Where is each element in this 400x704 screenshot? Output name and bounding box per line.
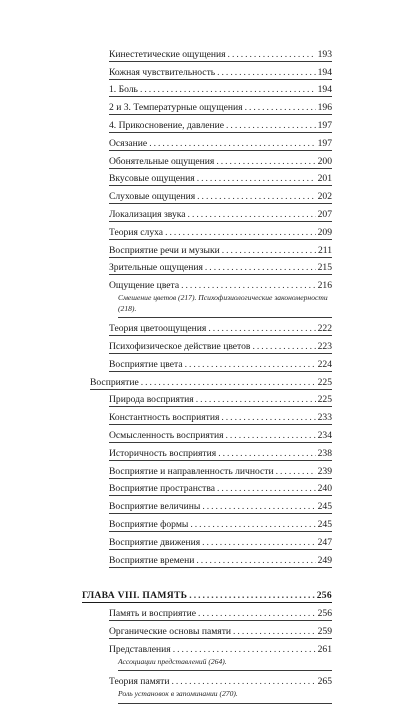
toc-subtopics-note: Роль установок в запоминании (270).: [118, 688, 332, 704]
toc-entry: [109, 639, 332, 656]
toc-entry: [109, 336, 332, 354]
toc-entry-title: Зрительные ощущения: [109, 262, 203, 274]
toc-entry-title: Представления: [109, 643, 171, 655]
toc-entry-title: Осязание: [109, 137, 148, 149]
toc-entry-page: 240: [317, 483, 332, 495]
toc-entry: [109, 514, 332, 532]
toc-section-title: Восприятие: [90, 376, 139, 388]
dot-leader: [140, 84, 316, 96]
toc-entry: [109, 258, 332, 276]
toc-entry-page: 216: [317, 280, 332, 292]
toc-entry: [109, 532, 332, 550]
toc-entry-page: 197: [317, 119, 332, 131]
toc-entry-page: 224: [317, 358, 332, 370]
toc-entry: [109, 44, 332, 62]
toc-entry-title: Восприятие движения: [109, 536, 201, 548]
toc-entry: [109, 240, 332, 258]
dot-leader: [252, 341, 315, 353]
dot-leader: [221, 412, 315, 424]
toc-entry-page: 200: [317, 155, 332, 167]
toc-section-entry: [90, 372, 332, 390]
toc-entry-title: Локализация звука: [109, 208, 186, 220]
toc-entry-title: Психофизическое действие цветов: [109, 340, 251, 352]
dot-leader: [222, 245, 316, 257]
toc-chapter-page: 256: [316, 590, 332, 602]
toc-entry-title: Кинестетические ощущения: [109, 48, 226, 60]
dot-leader: [185, 359, 316, 371]
toc-entry-page: 222: [317, 323, 332, 335]
toc-entry-title: 4. Прикосновение, давление: [109, 119, 225, 131]
toc-entry-title: Кожная чувствительность: [109, 66, 216, 78]
toc-section-page: 225: [317, 376, 332, 388]
toc-entry-page: 261: [317, 643, 332, 655]
toc-entry-page: 201: [317, 173, 332, 185]
dot-leader: [276, 466, 316, 478]
toc-entry-title: Восприятие времени: [109, 554, 195, 566]
dot-leader: [202, 537, 315, 549]
toc-entry-title: Константность восприятия: [109, 412, 220, 424]
toc-entry: [109, 479, 332, 497]
toc-entry: [109, 621, 332, 639]
toc-entry-page: 245: [317, 518, 332, 530]
toc-entry: [109, 151, 332, 169]
toc-entry-title: Теория цветоощущения: [109, 323, 207, 335]
toc-entry-page: 238: [317, 447, 332, 459]
toc-entry: [109, 62, 332, 80]
dot-leader: [198, 608, 316, 620]
toc-entry-title: Природа восприятия: [109, 394, 194, 406]
toc-entry: [109, 318, 332, 336]
toc-entry-page: 249: [317, 554, 332, 566]
toc-entry-title: Теория слуха: [109, 226, 164, 238]
toc-entry: [109, 550, 332, 568]
toc-entry: [109, 169, 332, 187]
toc-entry-page: 193: [317, 48, 332, 60]
dot-leader: [165, 227, 316, 239]
dot-leader: [149, 138, 315, 150]
toc-entry: [109, 425, 332, 443]
toc-entry-page: 211: [317, 244, 332, 256]
section-gap: [0, 568, 400, 586]
toc-subtopics-note: Ассоциации представлений (264).: [118, 656, 332, 672]
dot-leader: [208, 323, 315, 335]
toc-entry: [109, 133, 332, 151]
toc-entry-title: Восприятие пространства: [109, 483, 215, 495]
toc-entry: [109, 443, 332, 461]
toc-entry-page: 197: [317, 137, 332, 149]
toc-entry: [109, 390, 332, 408]
toc-entry-title: Органические основы памяти: [109, 625, 232, 637]
dot-leader: [196, 555, 315, 567]
toc-entry: [109, 671, 332, 688]
toc-entry-page: 245: [317, 501, 332, 513]
dot-leader: [233, 626, 316, 638]
toc-entry-title: Восприятие и направленность личности: [109, 465, 274, 477]
toc-entry-page: 239: [317, 465, 332, 477]
toc-entry: [109, 461, 332, 479]
dot-leader: [226, 120, 316, 132]
toc-entry-page: 234: [317, 429, 332, 441]
toc-entry-title: Память и восприятие: [109, 608, 196, 620]
toc-entry-title: 2 и 3. Температурные ощущения: [109, 102, 243, 114]
dot-leader: [190, 519, 315, 531]
toc-entry-page: 233: [317, 412, 332, 424]
toc-entry-page: 223: [317, 340, 332, 352]
toc-chapter-title: ГЛАВА VIII. ПАМЯТЬ: [82, 590, 188, 602]
dot-leader: [189, 590, 314, 602]
table-of-contents: [0, 44, 400, 704]
dot-leader: [217, 483, 316, 495]
toc-entry-title: Обонятельные ощущения: [109, 155, 215, 167]
toc-entry-page: 256: [317, 608, 332, 620]
toc-entry: [109, 496, 332, 514]
toc-entry-title: Слуховые ощущения: [109, 191, 196, 203]
dot-leader: [217, 67, 315, 79]
dot-leader: [228, 49, 316, 61]
dot-leader: [188, 209, 316, 221]
toc-entry-title: Восприятие цвета: [109, 358, 183, 370]
toc-entry-page: 202: [317, 191, 332, 203]
toc-entry-page: 247: [317, 536, 332, 548]
toc-entry-page: 196: [317, 102, 332, 114]
toc-entry-title: Теория памяти: [109, 676, 170, 688]
toc-entry-title: Вкусовые ощущения: [109, 173, 195, 185]
toc-entry-title: Восприятие величины: [109, 501, 201, 513]
toc-entry-page: 225: [317, 394, 332, 406]
toc-subtopics-note: Смешение цветов (217). Психофизиологические закономерности (218).: [118, 292, 332, 318]
dot-leader: [202, 501, 315, 513]
dot-leader: [197, 173, 316, 185]
dot-leader: [173, 644, 316, 656]
dot-leader: [172, 676, 316, 688]
dot-leader: [181, 280, 315, 292]
toc-entry-page: 265: [317, 676, 332, 688]
toc-entry: [109, 204, 332, 222]
toc-entry: [109, 407, 332, 425]
toc-entry-title: Восприятие формы: [109, 518, 189, 530]
dot-leader: [196, 394, 316, 406]
toc-entry-page: 207: [317, 208, 332, 220]
toc-entry: [109, 97, 332, 115]
dot-leader: [197, 191, 315, 203]
toc-entry-title: Ощущение цвета: [109, 280, 180, 292]
toc-entry-page: 259: [317, 625, 332, 637]
toc-entry: [109, 354, 332, 372]
toc-entry-page: 194: [317, 66, 332, 78]
toc-entry-page: 194: [317, 84, 332, 96]
dot-leader: [141, 377, 316, 389]
toc-entry: [109, 275, 332, 292]
toc-entry-page: 215: [317, 262, 332, 274]
toc-entry: [109, 115, 332, 133]
toc-entry-page: 209: [317, 226, 332, 238]
dot-leader: [245, 102, 316, 114]
dot-leader: [226, 430, 316, 442]
dot-leader: [218, 448, 315, 460]
toc-entry-title: Историчность восприятия: [109, 447, 217, 459]
toc-chapter-entry: [82, 586, 332, 604]
toc-entry: [109, 80, 332, 98]
toc-entry: [109, 222, 332, 240]
toc-entry: [109, 186, 332, 204]
dot-leader: [205, 262, 316, 274]
toc-entry-title: 1. Боль: [109, 84, 138, 96]
toc-entry-title: Осмысленность восприятия: [109, 429, 224, 441]
dot-leader: [216, 156, 315, 168]
toc-entry-title: Восприятие речи и музыки: [109, 244, 220, 256]
toc-entry: [109, 603, 332, 621]
